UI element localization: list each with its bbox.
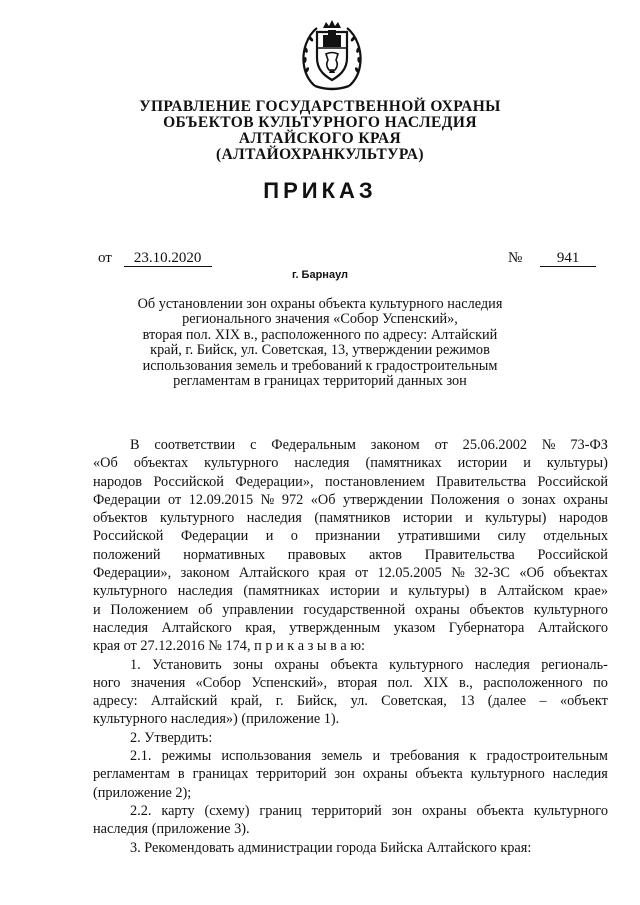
word: 1. bbox=[130, 656, 141, 673]
word: карту bbox=[161, 802, 195, 819]
word: Положением bbox=[110, 601, 189, 618]
item-2-1-line bbox=[93, 765, 608, 783]
word: края, bbox=[245, 619, 276, 636]
title-line: Об установлении зон охраны объекта культурного наследия bbox=[137, 296, 503, 312]
word: и bbox=[390, 583, 398, 600]
word: наследия bbox=[93, 619, 149, 636]
word: культурного bbox=[93, 583, 168, 600]
preamble-line bbox=[93, 473, 608, 491]
word: Губернатора bbox=[448, 619, 525, 636]
item-2-1 bbox=[93, 747, 608, 802]
word: и bbox=[93, 601, 101, 618]
word: в., bbox=[458, 674, 473, 691]
title-line: вторая пол. XIX в., расположенного по адресу: Алтайский bbox=[142, 326, 498, 343]
word: и bbox=[372, 748, 381, 765]
word: положений bbox=[93, 546, 161, 563]
word: 12.09.2015 bbox=[188, 491, 254, 508]
word: Правительства bbox=[436, 473, 527, 490]
word: законом bbox=[370, 437, 420, 453]
word: зон bbox=[391, 802, 413, 819]
word: использования bbox=[221, 748, 312, 765]
word: расположенного bbox=[483, 674, 583, 691]
word: наследия bbox=[474, 656, 530, 673]
word: вторая bbox=[337, 674, 378, 691]
word: об bbox=[198, 601, 213, 618]
word: (схему) bbox=[204, 802, 250, 819]
word: о bbox=[290, 528, 298, 545]
word: «Об bbox=[310, 491, 336, 508]
word: наследия bbox=[294, 455, 350, 472]
date-prefix: от bbox=[98, 250, 112, 266]
preamble-line bbox=[93, 601, 608, 619]
word: Федерации bbox=[180, 528, 249, 545]
word: регламентам bbox=[93, 766, 170, 783]
word: Алтайского bbox=[537, 619, 608, 636]
order-number bbox=[508, 250, 596, 267]
order-title bbox=[120, 297, 520, 389]
item-2-2-line bbox=[93, 802, 608, 820]
word: В bbox=[130, 437, 140, 453]
word: от bbox=[354, 565, 369, 582]
word: культурного bbox=[160, 510, 235, 527]
word: указом bbox=[393, 619, 436, 636]
word: (памятниках bbox=[243, 583, 320, 600]
order-body bbox=[93, 436, 608, 857]
word: утверждении bbox=[343, 491, 424, 508]
word: культуры) bbox=[546, 455, 608, 472]
word: – bbox=[539, 693, 547, 710]
word: народов bbox=[558, 510, 608, 527]
word: Федерации», bbox=[93, 565, 172, 582]
preamble-line bbox=[93, 436, 608, 454]
word: истории bbox=[402, 510, 453, 527]
word: правовых bbox=[287, 546, 347, 563]
item-1 bbox=[93, 656, 608, 729]
document-type-heading: ПРИКАЗ bbox=[263, 178, 377, 203]
word: градостроительным bbox=[486, 748, 608, 765]
preamble-line bbox=[93, 454, 608, 472]
word: государственной bbox=[303, 601, 406, 618]
word: нормативных bbox=[183, 546, 265, 563]
word: 25.06.2002 bbox=[462, 437, 528, 453]
word: ного bbox=[93, 674, 121, 691]
word: № bbox=[541, 437, 556, 453]
word: управлении bbox=[222, 601, 294, 618]
word: требования bbox=[390, 748, 460, 765]
word: и bbox=[265, 528, 274, 545]
agency-line: УПРАВЛЕНИЕ ГОСУДАРСТВЕННОЙ ОХРАНЫ bbox=[139, 98, 501, 115]
word: «Об bbox=[93, 455, 118, 472]
item-2-1-line bbox=[93, 747, 608, 765]
word: охраны bbox=[362, 766, 408, 783]
preamble-line bbox=[93, 509, 608, 527]
word: от bbox=[434, 437, 448, 453]
word: границ bbox=[259, 802, 302, 819]
word: объектов bbox=[93, 510, 148, 527]
word: территорий bbox=[311, 802, 382, 819]
word: охраны bbox=[563, 491, 608, 508]
word: 2.1. bbox=[130, 748, 152, 765]
word: признании bbox=[315, 528, 381, 545]
item-2: 2. Утвердить: bbox=[130, 729, 213, 746]
word: № bbox=[260, 491, 275, 508]
item-1-line: культурного наследия») (приложение 1). bbox=[93, 711, 340, 728]
word: 13 bbox=[460, 693, 475, 710]
word: Бийск, bbox=[296, 693, 338, 710]
word: в bbox=[177, 766, 185, 783]
word: народов bbox=[93, 473, 143, 490]
word: объекта bbox=[330, 656, 378, 673]
word: земель bbox=[321, 748, 363, 765]
word: Алтайского bbox=[238, 565, 310, 582]
word: ул. bbox=[350, 693, 368, 710]
item-3: 3. Рекомендовать администрации города Бийска Алтайского края: bbox=[130, 839, 532, 856]
word: объектов bbox=[469, 601, 524, 618]
word: наследия bbox=[246, 510, 302, 527]
word: 972 bbox=[281, 491, 304, 508]
word: Советская, bbox=[381, 693, 447, 710]
word: Алтайский bbox=[150, 693, 218, 710]
word: (памятников bbox=[314, 510, 391, 527]
word: объектах bbox=[133, 455, 189, 472]
word: Российской bbox=[93, 528, 164, 545]
word: Алтайском bbox=[497, 583, 564, 600]
word: законом bbox=[180, 565, 230, 582]
word: о bbox=[507, 491, 515, 508]
word: Правительства bbox=[424, 546, 515, 563]
word: Установить bbox=[152, 656, 222, 673]
word: региональ- bbox=[541, 656, 608, 673]
word: культурного bbox=[533, 601, 608, 618]
word: и bbox=[465, 510, 473, 527]
word: края bbox=[318, 565, 346, 582]
word: силу bbox=[497, 528, 526, 545]
preamble-line bbox=[93, 491, 608, 509]
word: объектах bbox=[553, 565, 608, 582]
agency-abbreviation: (АЛТАЙОХРАНКУЛЬТУРА) bbox=[216, 146, 424, 163]
word: истории bbox=[457, 455, 508, 472]
preamble-line bbox=[93, 546, 608, 564]
word: наследия bbox=[177, 583, 233, 600]
title-line: регламентам в границах территорий данных зон bbox=[173, 373, 467, 390]
word: истории bbox=[329, 583, 380, 600]
word: Федерации bbox=[93, 491, 161, 508]
word: край, bbox=[230, 693, 263, 710]
item-1-line bbox=[93, 674, 608, 692]
word: Федерации», bbox=[235, 473, 314, 490]
word: Российской bbox=[537, 473, 608, 490]
word: актов bbox=[368, 546, 403, 563]
number-prefix: № bbox=[508, 250, 523, 266]
word: к bbox=[469, 748, 477, 765]
word: зоны bbox=[232, 656, 263, 673]
word: Федеральным bbox=[271, 437, 356, 453]
word: утратившими bbox=[397, 528, 481, 545]
number-value: 941 bbox=[540, 251, 596, 267]
item-2-2-line: наследия (приложение 3). bbox=[93, 821, 250, 838]
order-date bbox=[98, 250, 212, 267]
word: объекта bbox=[415, 766, 463, 783]
city-label: г. Барнаул bbox=[291, 269, 349, 281]
word: Алтайского bbox=[161, 619, 232, 636]
title-line: край, г. Бийск, ул. Советская, 13, утверждении режимов bbox=[150, 342, 490, 359]
preamble-line bbox=[93, 527, 608, 545]
preamble-line bbox=[93, 619, 608, 637]
word: от bbox=[168, 491, 182, 508]
word: XIX bbox=[423, 674, 449, 691]
word: адресу: bbox=[93, 693, 138, 710]
word: в bbox=[479, 583, 487, 600]
word: зонах bbox=[521, 491, 556, 508]
word: культуры) bbox=[408, 583, 470, 600]
word: № bbox=[451, 565, 465, 582]
word: 2.2. bbox=[130, 802, 152, 819]
preamble-line bbox=[93, 582, 608, 600]
word: постановлением bbox=[324, 473, 425, 490]
word: с bbox=[250, 437, 257, 453]
agency-line: ОБЪЕКТОВ КУЛЬТУРНОГО НАСЛЕДИЯ bbox=[163, 114, 477, 131]
preamble-line: края от 27.12.2016 № 174, п р и к а з ы в а ю: bbox=[93, 638, 366, 655]
item-1-line bbox=[93, 656, 608, 674]
word: отдельных bbox=[543, 528, 608, 545]
word: значения bbox=[130, 674, 186, 691]
word: Российской bbox=[537, 546, 608, 563]
word: охраны bbox=[421, 802, 467, 819]
date-value: 23.10.2020 bbox=[124, 251, 212, 267]
agency-line: АЛТАЙСКОГО КРАЯ bbox=[238, 130, 402, 147]
word: 32-ЗС bbox=[474, 565, 510, 582]
word: Российской bbox=[153, 473, 224, 490]
word: охраны bbox=[415, 601, 460, 618]
word: «Об bbox=[519, 565, 545, 582]
word: культурного bbox=[389, 656, 464, 673]
word: по bbox=[593, 674, 608, 691]
word: «Собор bbox=[195, 674, 242, 691]
word: крае» bbox=[574, 583, 608, 600]
item-1-line bbox=[93, 692, 608, 710]
title-line: регионального значения «Собор Успенский», bbox=[182, 311, 458, 328]
word: Положения bbox=[430, 491, 500, 508]
word: наследия bbox=[552, 766, 608, 783]
word: культурного bbox=[204, 455, 279, 472]
word: культуры) bbox=[485, 510, 547, 527]
word: пол. bbox=[387, 674, 413, 691]
item-2-1-line: (приложение 2); bbox=[93, 784, 192, 801]
word: «объект bbox=[559, 693, 608, 710]
word: культурного bbox=[533, 802, 608, 819]
word: территорий bbox=[256, 766, 327, 783]
word: (далее bbox=[487, 693, 527, 710]
coat-of-arms-emblem bbox=[301, 18, 363, 92]
word: границах bbox=[192, 766, 249, 783]
agency-name bbox=[120, 99, 520, 163]
word: 73-ФЗ bbox=[570, 437, 608, 453]
item-2-2 bbox=[93, 802, 608, 839]
word: 12.05.2005 bbox=[377, 565, 442, 582]
title-line: использования земель и требований к градостроительным bbox=[142, 357, 498, 374]
word: г. bbox=[275, 693, 284, 710]
word: режимы bbox=[161, 748, 212, 765]
word: (памятниках bbox=[365, 455, 442, 472]
word: Успенский», bbox=[251, 674, 328, 691]
word: соответствии bbox=[154, 437, 236, 453]
word: и bbox=[523, 455, 531, 472]
word: объекта bbox=[476, 802, 524, 819]
word: охраны bbox=[274, 656, 320, 673]
word: зон bbox=[334, 766, 355, 783]
word: культурного bbox=[470, 766, 545, 783]
preamble-paragraph bbox=[93, 436, 608, 656]
preamble-line bbox=[93, 564, 608, 582]
word: утвержденным bbox=[289, 619, 381, 636]
